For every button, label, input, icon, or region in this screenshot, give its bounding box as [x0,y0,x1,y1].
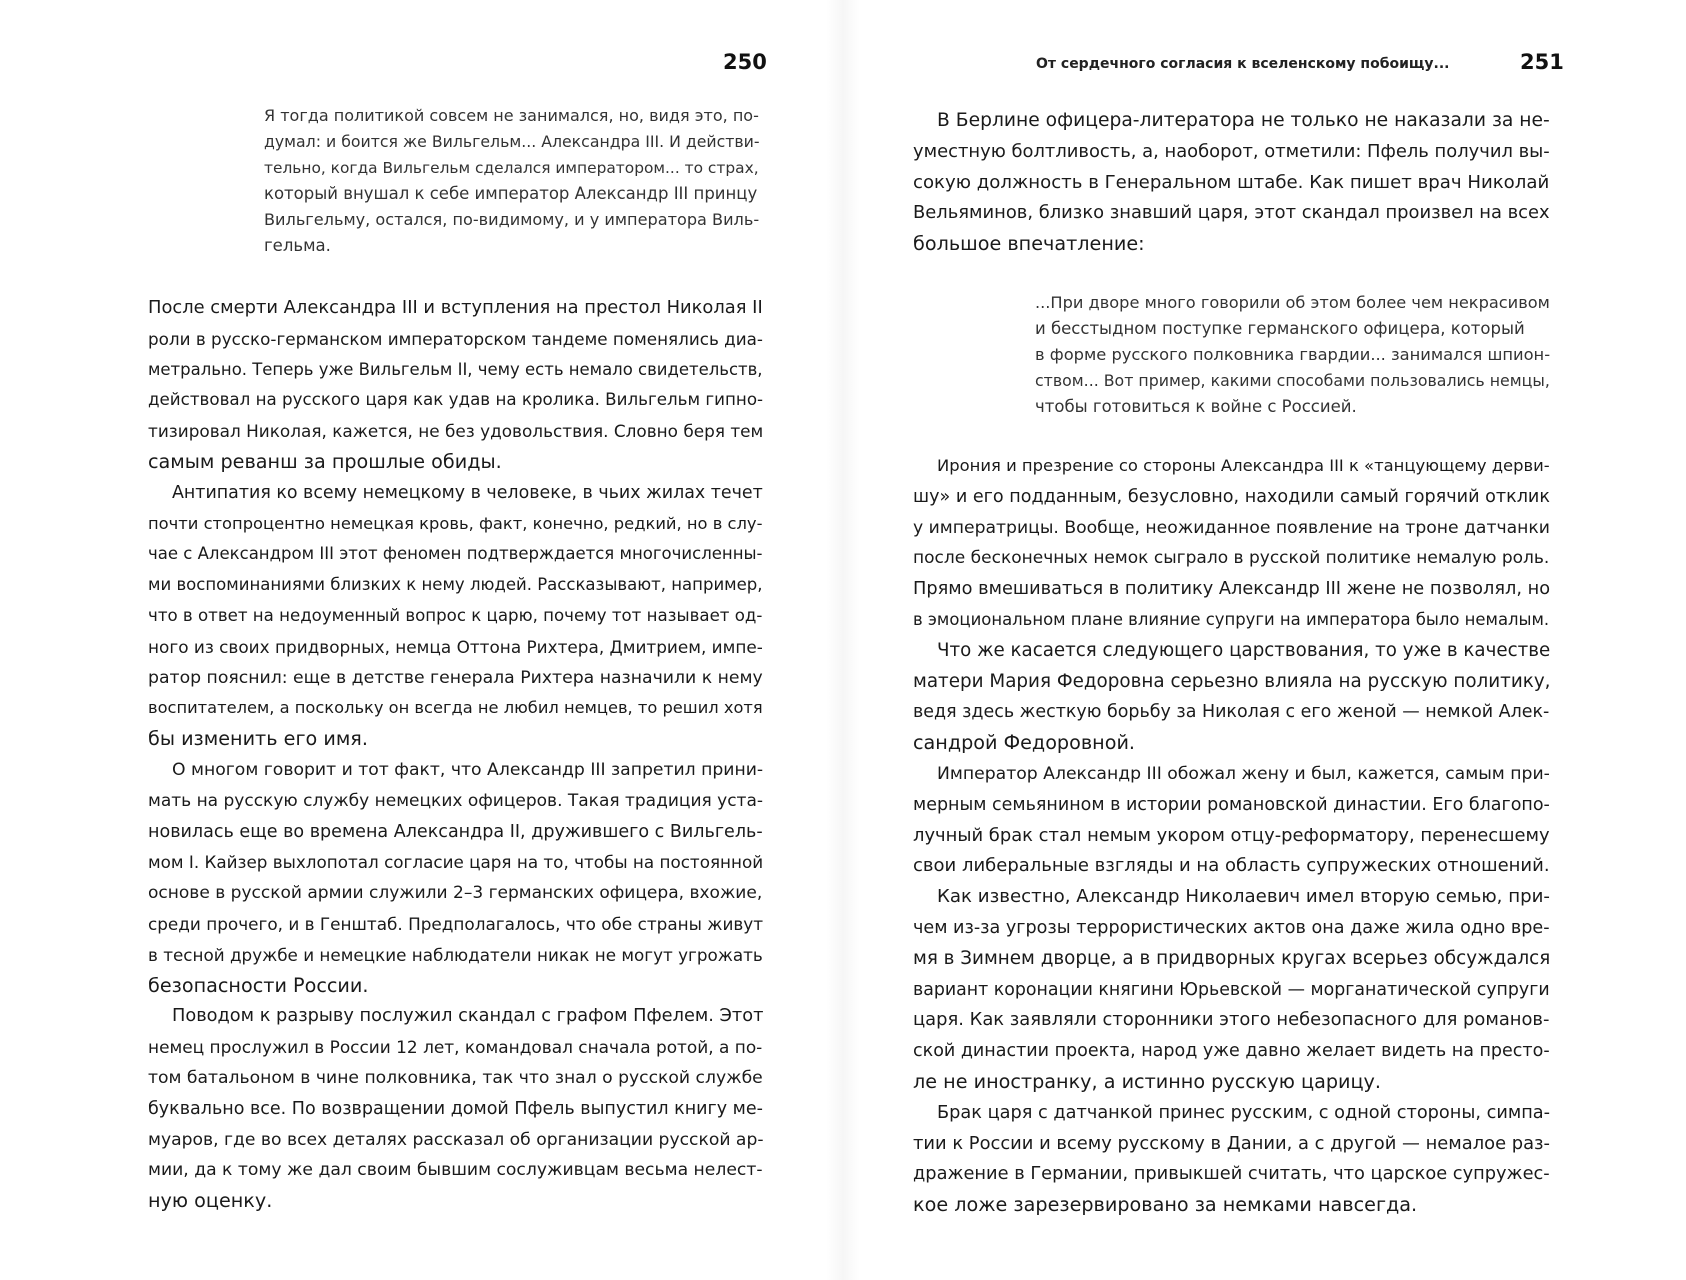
text-line: мать на русскую службу немецких офицеров. Такая традиция уста- [148,790,764,811]
text-line: лучный брак стал немым укором отцу-реформатору, перенесшему [913,824,1550,846]
right-quote-block [1035,290,1553,420]
text-line: что в ответ на недоуменный вопрос к царю, почему тот называет од- [148,605,763,625]
text-line: немец прослужил в России 12 лет, командовал сначала ротой, а по- [148,1037,763,1058]
text-line: мерным семьянином в истории романовской династии. Его благопо- [913,794,1550,815]
text-line: ратор пояснил: еще в детстве генерала Рихтера назначили к нему [148,667,763,688]
quote-line: который внушал к себе император Александр III принцу [264,184,758,203]
text-line: сокую должность в Генеральном штабе. Как пишет врач Николай [913,171,1550,193]
text-line: свои либеральные взгляды и на область супружеских отношений. [913,855,1550,877]
text-line: шу» и его подданным, безусловно, находили самый горячий отклик [913,486,1550,507]
quote-line: ством... Вот пример, какими способами пользовались немцы, [1035,371,1550,390]
text-line: ми воспоминаниями близких к нему людей. Рассказывают, например, [148,575,763,595]
text-line: мя в Зимнем дворце, а в придворных кругах всерьез обсуждался [913,947,1551,969]
text-line: в тесной дружбе и немецкие наблюдатели никак не могут угрожать [148,944,763,965]
text-line: воспитателем, а поскольку он всегда не любил немцев, то решил хотя [148,698,763,718]
text-line: метрально. Теперь уже Вильгельм II, чему есть немало свидетельств, [148,359,763,379]
left-page-number: 250 [723,50,767,74]
text-line: в эмоциональном плане влияние супруги на императора было немалым. [913,609,1550,629]
text-line: ведя здесь жесткую борьбу за Николая с его женой — немкой Алек- [913,702,1550,723]
text-line: кое ложе зарезервировано за немками навсегда. [913,1193,1418,1217]
quote-line: и бесстыдном поступке германского офицера, который [1035,319,1525,338]
right-body-text [913,451,1553,1221]
right-page-number: 251 [1520,50,1564,74]
text-line: уместную болтливость, а, наоборот, отметили: Пфель получил вы- [913,140,1550,162]
text-line: Поводом к разрыву послужил скандал с графом Пфелем. Этот [172,1006,764,1027]
running-head: От сердечного согласия к вселенскому побоищу... [1036,56,1450,72]
text-line: ле не иностранку, а истинно русскую царицу. [913,1069,1381,1093]
text-line: действовал на русского царя как удав на кролика. Вильгельм гипно- [148,390,764,410]
text-line: новилась еще во времена Александра II, дружившего с Вильгель- [148,821,763,842]
text-line: роли в русско-германском императорском тандеме поменялись диа- [148,328,763,349]
quote-line: в форме русского полковника гвардии... занимался шпион- [1035,345,1551,364]
text-line: Что же касается следующего царствования, то уже в качестве [937,639,1551,661]
quote-line: Я тогда политикой совсем не занимался, но, видя это, по- [264,106,759,125]
left-body-text [148,293,766,1217]
text-line: Как известно, Александр Николаевич имел вторую семью, при- [937,886,1550,908]
text-line: О многом говорит и тот факт, что Александр III запретил прини- [172,759,764,780]
text-line: среди прочего, и в Генштаб. Предполагалось, что обе страны живут [148,913,764,934]
quote-line: думал: и боится же Вильгельм... Александра III. И действи- [264,132,760,151]
text-line: чем из-за угрозы террористических актов она даже жила одно вре- [913,917,1550,938]
text-line: Брак царя с датчанкой принес русским, с одной стороны, симпа- [937,1102,1551,1123]
text-line: После смерти Александра III и вступления на престол Николая II [148,297,763,318]
quote-line: Вильгельму, остался, по-видимому, и у императора Виль- [264,210,760,229]
text-line: царя. Как заявляли сторонники этого небезопасного для романов- [913,1009,1550,1031]
text-line: сандрой Федоровной. [913,731,1136,755]
text-line: том батальоном в чине полковника, так что знал о русской службе [148,1067,763,1088]
text-line: вариант коронации княгини Юрьевской — морганатической супруги [913,979,1550,1000]
text-line: муаров, где во всех деталях рассказал об организации русской ар- [148,1129,764,1150]
text-line: Император Александр III обожал жену и был, кажется, самым при- [937,763,1550,784]
text-line: безопасности России. [148,973,369,997]
text-line: ную оценку. [148,1189,273,1213]
text-line: мии, да к тому же дал своим бывшим сослуживцам весьма нелест- [148,1160,763,1181]
text-line: Ирония и презрение со стороны Александра III к «танцующему дерви- [937,456,1550,475]
text-line: большое впечатление: [913,232,1145,256]
text-line: ской династии проекта, народ уже давно желает видеть на престо- [913,1041,1550,1062]
quote-line: тельно, когда Вильгельм сделался императором... то страх, [264,159,759,177]
text-line: Вельяминов, близко знавший царя, этот скандал произвел на всех [913,202,1550,224]
text-line: Антипатия ко всему немецкому в человеке, в чьих жилах течет [172,482,763,503]
text-line: чае с Александром III этот феномен подтверждается многочисленны- [148,544,763,564]
text-line: после бесконечных немок сыграло в русской политике немалую роль. [913,548,1550,569]
left-quote-block [264,103,762,259]
text-line: самым реванш за прошлые обиды. [148,449,502,473]
text-line: тизировал Николая, кажется, не без удовольствия. Словно беря тем [148,421,764,442]
text-line: Прямо вмешиваться в политику Александр III жене не позволял, но [913,579,1551,600]
quote-line: чтобы готовиться к войне с Россией. [1035,397,1357,416]
text-line: основе в русской армии служили 2–3 германских офицера, вхожие, [148,883,763,904]
text-line: ного из своих придворных, немца Оттона Рихтера, Дмитрием, импе- [148,636,763,657]
text-line: буквально все. По возвращении домой Пфель выпустил книгу ме- [148,1098,763,1119]
text-line: дражение в Германии, привыкшей считать, что царское супружес- [913,1163,1550,1185]
quote-line: гельма. [264,236,331,255]
text-line: тии к России и всему русскому в Дании, а с другой — немалое раз- [913,1132,1551,1154]
text-line: почти стопроцентно немецкая кровь, факт, конечно, редкий, но в слу- [148,513,763,533]
text-line: у императрицы. Вообще, неожиданное появление на троне датчанки [913,517,1550,538]
text-line: бы изменить его имя. [148,727,368,751]
text-line: матери Мария Федоровна серьезно влияла на русскую политику, [913,670,1551,692]
right-body-text-top [913,106,1553,260]
gutter-shadow [826,0,860,1280]
text-line: В Берлине офицера-литератора не только не наказали за не- [937,110,1550,131]
quote-line: ...При дворе много говорили об этом более чем некрасивом [1035,293,1550,312]
text-line: мом I. Кайзер выхлопотал согласие царя на то, чтобы на постоянной [148,852,764,873]
